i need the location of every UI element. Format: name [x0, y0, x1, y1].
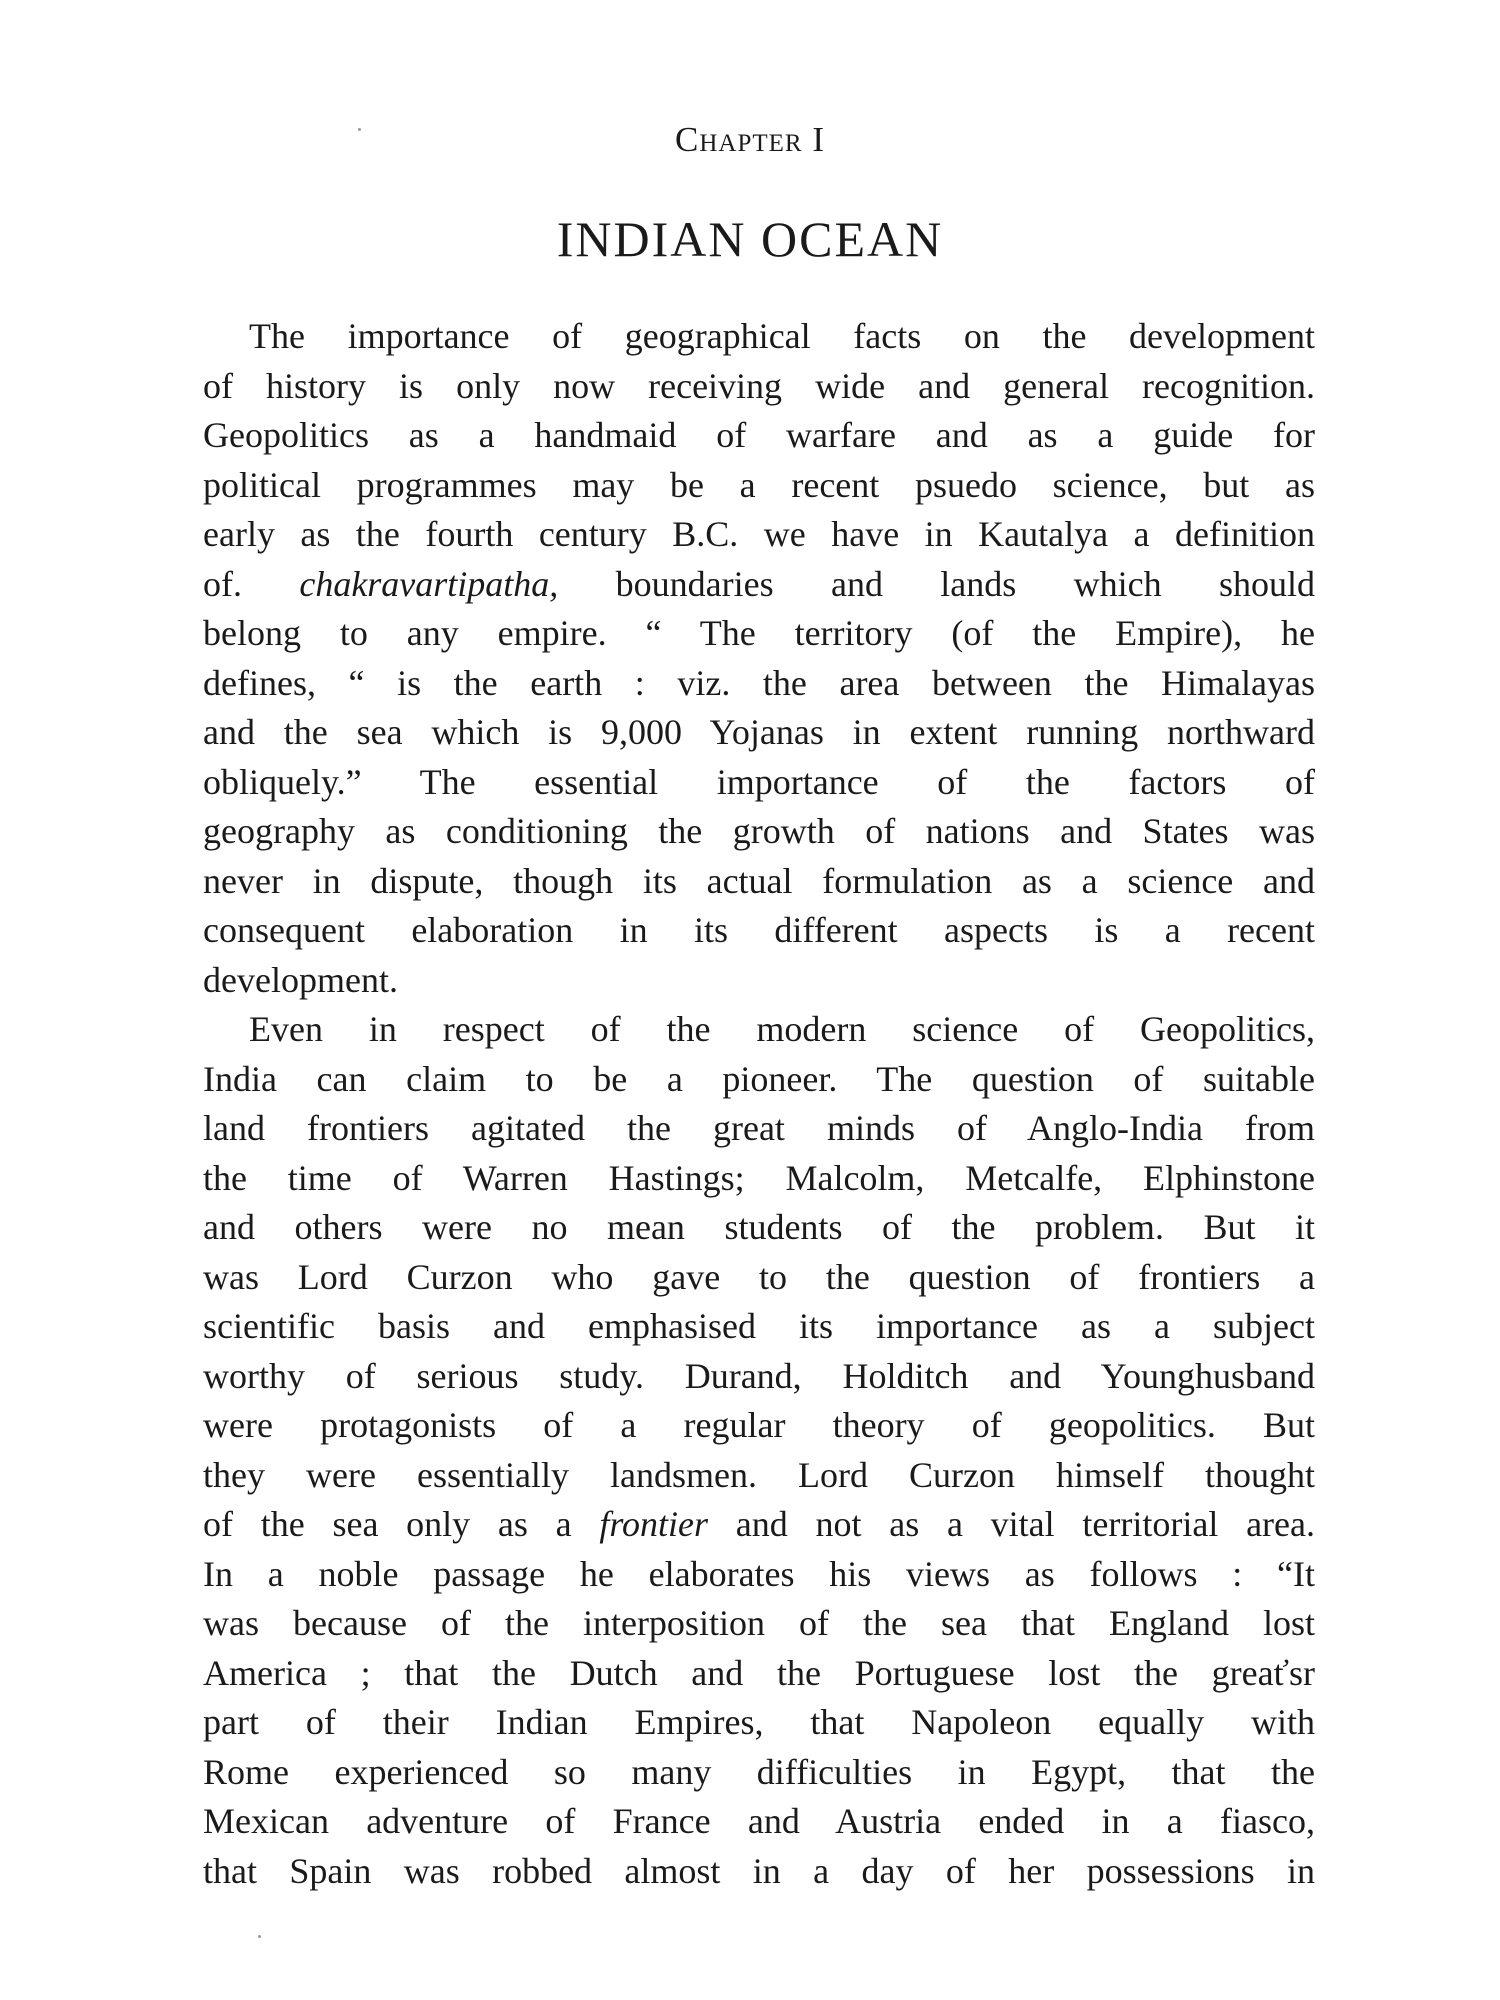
italic-term: frontier	[599, 1504, 709, 1544]
text-run: and the sea which is 9,000 Yojanas in extent running northward	[203, 712, 1315, 752]
paper-speck	[258, 1935, 261, 1938]
text-line	[203, 906, 1315, 956]
text-line	[203, 1649, 1315, 1699]
text-line	[203, 312, 1315, 362]
text-run: worthy of serious study. Durand, Holditch and Younghusband	[203, 1355, 1315, 1396]
text-line	[203, 1500, 1315, 1550]
text-run: Mexican adventure of France and Austria ended in a fiasco,	[203, 1801, 1315, 1841]
text-run: that Spain was robbed almost in a day of her possessions in	[203, 1850, 1315, 1891]
text-line	[203, 659, 1315, 709]
text-run: boundaries and lands which should	[558, 563, 1315, 604]
text-line	[203, 1698, 1315, 1748]
text-line	[203, 708, 1315, 758]
text-run: of history is only now receiving wide and general recognition.	[203, 365, 1315, 406]
text-run: were protagonists of a regular theory of geopolitics. But	[203, 1405, 1315, 1445]
text-line	[203, 1352, 1315, 1402]
text-line	[203, 1451, 1315, 1501]
text-line	[203, 1797, 1315, 1847]
text-run: the time of Warren Hastings; Malcolm, Metcalfe, Elphinstone	[203, 1157, 1315, 1198]
italic-term: chakravartipatha,	[299, 563, 559, 604]
text-run: defines, “ is the earth : viz. the area between the Himalayas	[203, 662, 1315, 703]
body-text	[203, 312, 1315, 1896]
text-line	[203, 362, 1315, 412]
chapter-number: Chapter I	[675, 120, 825, 159]
paper-speck	[358, 128, 361, 131]
text-run: The importance of geographical facts on the development	[249, 316, 1315, 356]
text-line	[203, 857, 1315, 907]
text-line	[203, 1401, 1315, 1451]
text-run: of.	[203, 563, 300, 604]
chapter-title: INDIAN OCEAN	[556, 211, 944, 267]
text-line	[203, 1748, 1315, 1798]
text-run: of the sea only as a	[203, 1504, 600, 1544]
text-run: America ; that the Dutch and the Portuguese lost the greaťѕr	[203, 1652, 1315, 1693]
text-run: Even in respect of the modern science of Geopolitics,	[249, 1009, 1315, 1049]
text-line	[203, 1154, 1315, 1204]
text-line	[203, 461, 1315, 511]
text-line	[203, 1847, 1315, 1897]
text-run: geography as conditioning the growth of nations and States was	[203, 811, 1315, 851]
text-line	[203, 758, 1315, 808]
text-run: was Lord Curzon who gave to the question of frontiers a	[203, 1256, 1315, 1297]
text-line	[203, 1550, 1315, 1600]
text-run: land frontiers agitated the great minds of Anglo-India from	[203, 1108, 1315, 1148]
text-line	[203, 1203, 1315, 1253]
text-line	[203, 560, 1315, 610]
text-run: obliquely.” The essential importance of the factors of	[203, 761, 1315, 802]
text-line	[203, 1104, 1315, 1154]
text-run: Geopolitics as a handmaid of warfare and as a guide for	[203, 415, 1315, 455]
text-line	[203, 510, 1315, 560]
text-run: belong to any empire. “ The territory (of the Empire), he	[203, 613, 1315, 653]
text-run: India can claim to be a pioneer. The question of suitable	[203, 1058, 1315, 1099]
text-line	[203, 609, 1315, 659]
text-run: was because of the interposition of the sea that England lost	[203, 1603, 1315, 1643]
text-run: early as the fourth century B.C. we have in Kautalya a definition	[203, 514, 1315, 554]
text-run: part of their Indian Empires, that Napoleon equally with	[203, 1702, 1315, 1742]
text-run: Rome experienced so many difficulties in Egypt, that the	[203, 1751, 1315, 1792]
text-run: scientific basis and emphasised its importance as a subject	[203, 1306, 1315, 1346]
text-run: In a noble passage he elaborates his views as follows : “It	[203, 1553, 1315, 1594]
text-run: political programmes may be a recent psuedo science, but as	[203, 464, 1315, 505]
text-line	[203, 411, 1315, 461]
text-line	[203, 1302, 1315, 1352]
text-run: and others were no mean students of the problem. But it	[203, 1207, 1315, 1247]
text-run: never in dispute, though its actual formulation as a science and	[203, 860, 1315, 901]
text-line	[203, 807, 1315, 857]
text-line	[203, 1599, 1315, 1649]
text-run: development.	[203, 959, 398, 1000]
text-line	[203, 1005, 1315, 1055]
text-line	[203, 1055, 1315, 1105]
text-line	[203, 1253, 1315, 1303]
text-run: consequent elaboration in its different aspects is a recent	[203, 910, 1315, 950]
text-line	[203, 956, 1315, 1006]
text-run: they were essentially landsmen. Lord Curzon himself thought	[203, 1454, 1315, 1495]
text-run: and not as a vital territorial area.	[708, 1504, 1316, 1544]
